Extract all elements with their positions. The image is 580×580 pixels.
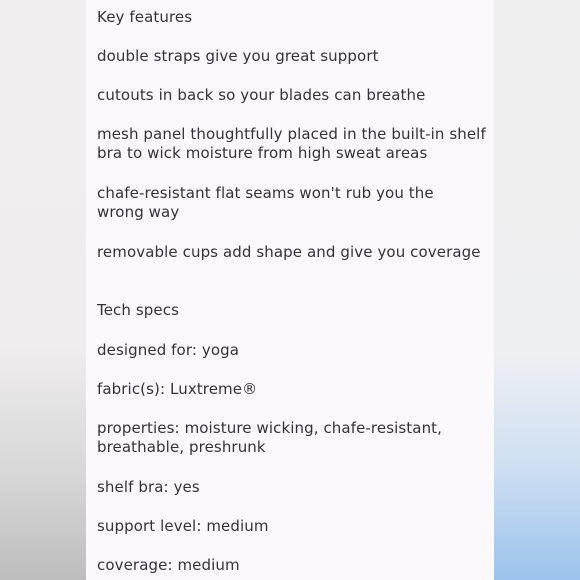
tech-specs-heading: Tech specs	[97, 301, 179, 319]
feature-item: mesh panel thoughtfully placed in the built-in shelf bra to wick moisture from high sweat areas	[97, 125, 486, 162]
product-description-panel	[86, 0, 494, 580]
spec-item: fabric(s): Luxtreme®	[97, 380, 258, 398]
background-right	[494, 0, 580, 580]
feature-item: removable cups add shape and give you coverage	[97, 243, 481, 261]
spec-item: support level: medium	[97, 517, 269, 535]
feature-item: cutouts in back so your blades can breathe	[97, 86, 426, 104]
feature-item: double straps give you great support	[97, 47, 379, 65]
background-left	[0, 0, 86, 580]
spec-item: shelf bra: yes	[97, 478, 200, 496]
spec-item: properties: moisture wicking, chafe-resistant, breathable, preshrunk	[97, 419, 443, 456]
feature-item: chafe-resistant flat seams won't rub you the wrong way	[97, 184, 434, 221]
key-features-heading: Key features	[97, 8, 193, 26]
spec-item: designed for: yoga	[97, 341, 240, 359]
spec-item: coverage: medium	[97, 556, 240, 574]
